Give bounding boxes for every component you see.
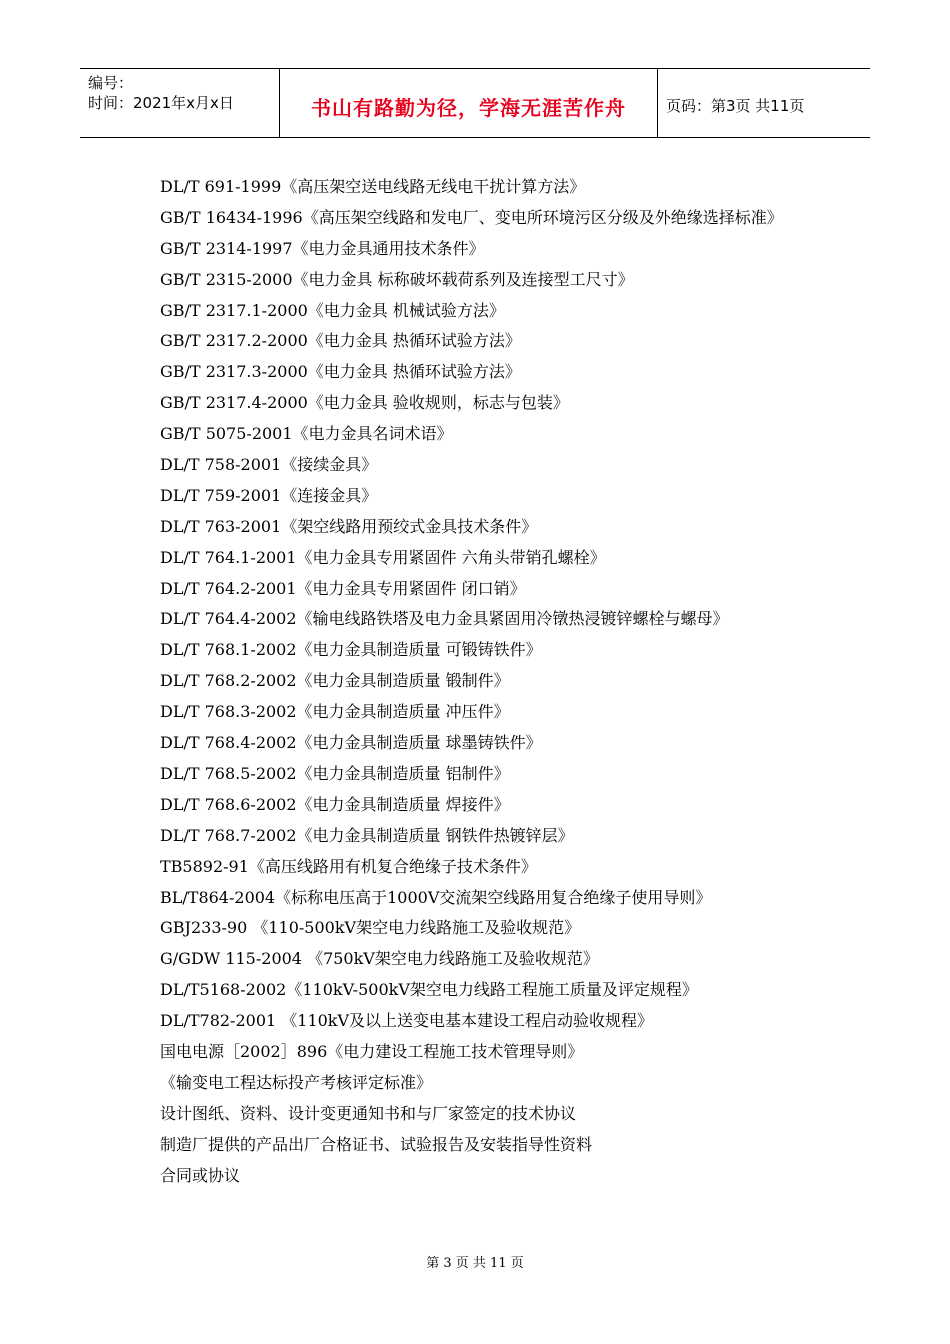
reference-item: DL/T 764.4-2002《输电线路铁塔及电力金具紧固用冷镦热浸镀锌螺栓与螺母》 <box>160 609 729 629</box>
reference-item: DL/T 768.7-2002《电力金具制造质量 钢铁件热镀锌层》 <box>160 825 574 845</box>
reference-item: BL/T864-2004《标称电压高于1000V交流架空线路用复合绝缘子使用导则》 <box>160 887 712 907</box>
reference-item: DL/T 758-2001《接续金具》 <box>160 455 378 475</box>
reference-item: GB/T 2317.3-2000《电力金具 热循环试验方法》 <box>160 362 521 382</box>
reference-item: TB5892-91《高压线路用有机复合绝缘子技术条件》 <box>160 856 537 876</box>
page-footer: 第 3 页 共 11 页 <box>426 1256 524 1271</box>
reference-item: DL/T 768.2-2002《电力金具制造质量 锻制件》 <box>160 671 510 691</box>
reference-item: DL/T5168-2002《110kV-500kV架空电力线路工程施工质量及评定规程》 <box>160 980 698 1000</box>
reference-item: DL/T 691-1999《高压架空送电线路无线电干扰计算方法》 <box>160 177 586 196</box>
header-motto-cell <box>280 69 658 137</box>
reference-item: GB/T 2315-2000《电力金具 标称破坏载荷系列及连接型工尺寸》 <box>160 269 634 289</box>
reference-item: GB/T 2317.1-2000《电力金具 机械试验方法》 <box>160 300 505 320</box>
reference-item: 合同或协议 <box>160 1165 241 1185</box>
reference-item: GB/T 2317.4-2000《电力金具 验收规则，标志与包装》 <box>160 393 569 413</box>
reference-item: DL/T 763-2001《架空线路用预绞式金具技术条件》 <box>160 516 538 536</box>
header-page-cell <box>658 69 870 137</box>
reference-item: DL/T 768.5-2002《电力金具制造质量 铝制件》 <box>160 763 510 783</box>
reference-item: DL/T 764.1-2001《电力金具专用紧固件 六角头带销孔螺栓》 <box>160 547 606 567</box>
reference-item: GB/T 2317.2-2000《电力金具 热循环试验方法》 <box>160 331 521 351</box>
reference-list <box>122 172 832 1191</box>
reference-item: 设计图纸、资料、设计变更通知书和与厂家签定的技术协议 <box>160 1103 577 1123</box>
reference-item: GB/T 16434-1996《高压架空线路和发电厂、变电所环境污区分级及外绝缘选择标准》 <box>160 207 783 227</box>
reference-item: DL/T 768.4-2002《电力金具制造质量 球墨铸铁件》 <box>160 733 542 753</box>
number-label: 编号： <box>88 74 134 92</box>
reference-item: 制造厂提供的产品出厂合格证书、试验报告及安装指导性资料 <box>160 1134 593 1154</box>
reference-item: 《输变电工程达标投产考核评定标准》 <box>160 1072 433 1092</box>
header-meta <box>80 69 280 137</box>
time-label: 时间：2021年x月x日 <box>88 94 234 112</box>
reference-item: DL/T782-2001 《110kV及以上送变电基本建设工程启动验收规程》 <box>160 1011 654 1031</box>
reference-item: 国电电源［2002］896《电力建设工程施工技术管理导则》 <box>160 1041 584 1061</box>
reference-item: DL/T 764.2-2001《电力金具专用紧固件 闭口销》 <box>160 578 526 598</box>
reference-item: DL/T 768.6-2002《电力金具制造质量 焊接件》 <box>160 794 510 814</box>
header-page-info: 页码：第3页 共11页 <box>666 96 805 115</box>
reference-item: GB/T 2314-1997《电力金具通用技术条件》 <box>160 238 485 258</box>
reference-item: DL/T 768.1-2002《电力金具制造质量 可锻铸铁件》 <box>160 640 542 660</box>
motto-text: 书山有路勤为径，学海无涯苦作舟 <box>311 95 626 120</box>
reference-item: GBJ233-90 《110-500kV架空电力线路施工及验收规范》 <box>160 918 581 938</box>
reference-item: GB/T 5075-2001《电力金具名词术语》 <box>160 424 453 444</box>
reference-item: DL/T 759-2001《连接金具》 <box>160 485 378 505</box>
reference-item: G/GDW 115-2004 《750kV架空电力线路施工及验收规范》 <box>160 949 599 969</box>
reference-item: DL/T 768.3-2002《电力金具制造质量 冲压件》 <box>160 702 510 722</box>
page-header <box>80 68 870 138</box>
